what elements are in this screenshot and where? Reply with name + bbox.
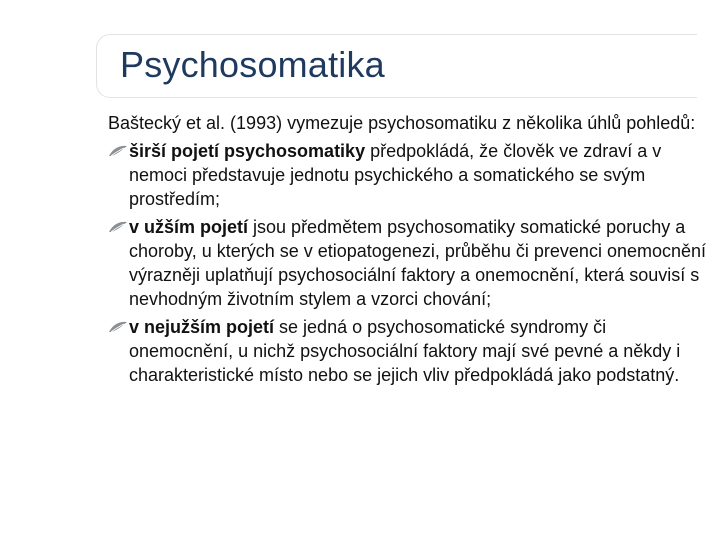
item-text: předpokládá, že člověk ve zdraví a v nemoci představuje jednotu psychického a somatického se svým prostředím; (129, 141, 662, 209)
intro-text: Baštecký et al. (1993) vymezuje psychosomatiku z několika úhlů pohledů: (108, 113, 696, 133)
item-bold-text: v nejužším pojetí (129, 317, 275, 337)
item-bold-text: v užším pojetí (129, 217, 249, 237)
item-text: se jedná o psychosomatické syndromy či onemocnění, u nichž psychosociální faktory mají své pevné a někdy i charakteristické místo nebo se jejich vliv předpokládá jako podstatný. (129, 317, 681, 385)
leaf-bullet-icon (108, 219, 128, 235)
list-item (108, 315, 708, 387)
item-bold-text: širší pojetí psychosomatiky (129, 141, 366, 161)
page-title: Psychosomatika (120, 44, 385, 85)
item-text: jsou předmětem psychosomatiky somatické poruchy a choroby, u kterých se v etiopatogenezi, průběhu či prevenci onemocnění výrazněji uplatňují psychosociální faktory a onemocnění, která souvisí s nevhodným životním stylem a vzorci chování; (129, 217, 707, 309)
slide-body (108, 111, 708, 391)
leaf-bullet-icon (108, 143, 128, 159)
list-item (108, 139, 708, 211)
list-item (108, 215, 708, 311)
leaf-bullet-icon (108, 319, 128, 335)
